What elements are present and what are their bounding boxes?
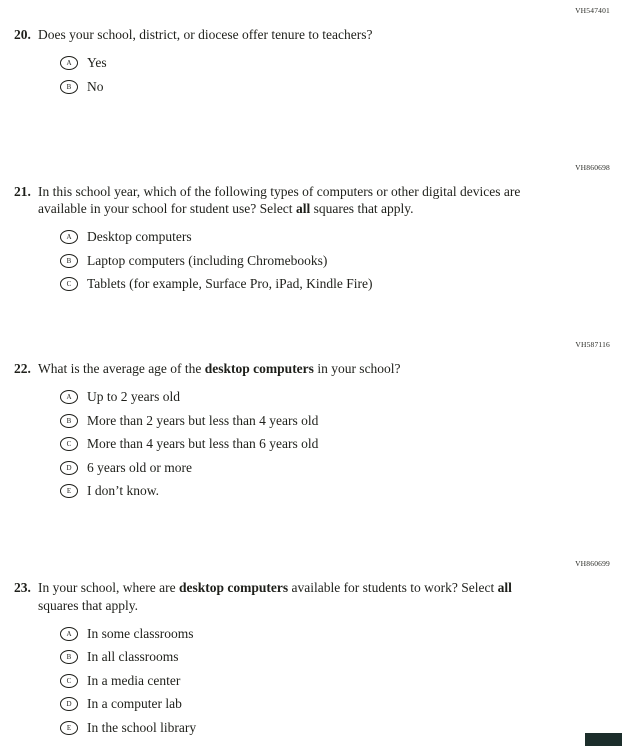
question-text-segment: available for students to work? Select: [288, 580, 498, 595]
question-number: 20.: [14, 27, 31, 42]
option-label: In a computer lab: [87, 696, 182, 712]
answer-options: [60, 52, 612, 99]
question-22: [14, 340, 612, 503]
option-label: In the school library: [87, 719, 197, 735]
option-label: Yes: [87, 55, 107, 71]
answer-oval-icon[interactable]: A: [60, 627, 78, 641]
answer-oval-icon[interactable]: A: [60, 390, 78, 404]
answer-option[interactable]: [60, 669, 612, 693]
question-21: [14, 163, 612, 297]
answer-oval-icon[interactable]: D: [60, 697, 78, 711]
answer-option[interactable]: [60, 409, 612, 433]
answer-oval-icon[interactable]: B: [60, 254, 78, 268]
question-text: [38, 183, 546, 218]
answer-oval-icon[interactable]: E: [60, 721, 78, 735]
question-text-segment-bold: all: [497, 580, 512, 595]
option-label: Tablets (for example, Surface Pro, iPad, Kindle Fire): [87, 276, 373, 292]
answer-oval-icon[interactable]: C: [60, 277, 78, 291]
answer-option[interactable]: [60, 693, 612, 717]
question-stem: [14, 579, 612, 614]
answer-option[interactable]: [60, 226, 612, 250]
item-code: VH587116: [575, 340, 610, 349]
option-label: Up to 2 years old: [87, 389, 180, 405]
answer-option[interactable]: [60, 273, 612, 297]
answer-oval-icon[interactable]: C: [60, 437, 78, 451]
question-stem: [14, 183, 612, 218]
answer-option[interactable]: [60, 52, 612, 76]
option-label: In some classrooms: [87, 625, 194, 641]
question-text-segment: In this school year, which of the following types of computers or other digital devices are available in your school for student use? Select: [38, 183, 521, 216]
answer-options: [60, 226, 612, 297]
question-text: [38, 26, 373, 44]
answer-options: [60, 622, 612, 740]
question-text-segment: In your school, where are: [38, 580, 179, 595]
option-label: More than 2 years but less than 4 years old: [87, 412, 319, 428]
item-code: VH860698: [575, 162, 610, 172]
question-text-segment-bold: desktop computers: [204, 361, 314, 376]
option-label: 6 years old or more: [87, 459, 192, 475]
question-text-segment-bold: all: [295, 201, 311, 216]
item-code: VH860699: [575, 559, 610, 568]
answer-option[interactable]: [60, 716, 612, 740]
option-label: I don’t know.: [87, 483, 159, 499]
answer-options: [60, 386, 612, 504]
question-23: [14, 559, 612, 740]
answer-oval-icon[interactable]: A: [60, 56, 78, 70]
option-label: Laptop computers (including Chromebooks): [87, 252, 328, 268]
question-text-segment-bold: desktop computers: [178, 580, 289, 595]
answer-option[interactable]: [60, 433, 612, 457]
option-label: More than 4 years but less than 6 years old: [87, 436, 319, 452]
question-number: 22.: [14, 361, 31, 376]
question-number: 23.: [14, 580, 31, 595]
answer-oval-icon[interactable]: D: [60, 461, 78, 475]
question-text-segment: What is the average age of the: [38, 361, 205, 376]
item-code: VH547401: [575, 6, 610, 15]
answer-option[interactable]: [60, 75, 612, 99]
page-corner-mark: [585, 733, 622, 746]
question-text: [38, 360, 401, 378]
option-label: In all classrooms: [87, 649, 179, 665]
answer-option[interactable]: [60, 646, 612, 670]
answer-option[interactable]: [60, 386, 612, 410]
question-20: [14, 6, 612, 99]
option-label: In a media center: [87, 672, 181, 688]
question-text-segment: in your school?: [313, 361, 401, 376]
answer-oval-icon[interactable]: A: [60, 230, 78, 244]
answer-option[interactable]: [60, 622, 612, 646]
answer-oval-icon[interactable]: B: [60, 650, 78, 664]
answer-oval-icon[interactable]: E: [60, 484, 78, 498]
question-text-segment: squares that apply.: [310, 201, 414, 216]
option-label: No: [87, 78, 104, 94]
question-text-segment: squares that apply.: [38, 597, 138, 613]
question-text-segment: Does your school, district, or diocese offer tenure to teachers?: [38, 27, 373, 42]
option-label: Desktop computers: [87, 229, 192, 245]
answer-option[interactable]: [60, 480, 612, 504]
answer-oval-icon[interactable]: B: [60, 80, 78, 94]
answer-option[interactable]: [60, 249, 612, 273]
question-number: 21.: [14, 183, 31, 199]
answer-oval-icon[interactable]: B: [60, 414, 78, 428]
answer-option[interactable]: [60, 456, 612, 480]
answer-oval-icon[interactable]: C: [60, 674, 78, 688]
question-stem: [14, 360, 612, 378]
question-text: [38, 579, 546, 614]
question-stem: [14, 26, 612, 44]
